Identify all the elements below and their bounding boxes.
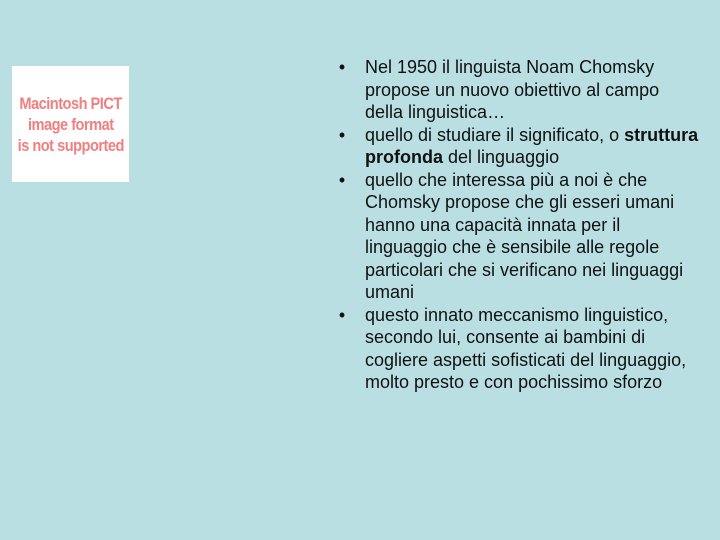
bullet-text: questo innato meccanismo linguistico, secondo lui, consente ai bambini di cogliere aspetti sofisticati del linguaggio, molto presto e con pochissimo sforzo [365, 304, 687, 392]
bullet-text-part: del linguaggio [443, 147, 560, 167]
bullet-item-4 [336, 304, 702, 394]
bullet-list [336, 56, 702, 394]
bullet-marker: • [338, 57, 346, 77]
bullet-marker: • [338, 169, 346, 190]
bullet-text [365, 125, 698, 168]
bullet-marker: • [338, 124, 346, 145]
bullet-text: Nel 1950 il linguista Noam Chomsky propose un nuovo obiettivo al campo della linguistica… [365, 57, 660, 122]
bullet-text-part: quello di studiare il significato, o [365, 124, 625, 145]
placeholder-line-2: image format [27, 114, 114, 134]
bullet-item-2 [336, 124, 702, 169]
bullet-marker: • [338, 304, 346, 325]
placeholder-line-1: Macintosh PICT [19, 93, 122, 113]
unsupported-image-placeholder [12, 66, 129, 182]
placeholder-line-3: is not supported [17, 135, 124, 155]
bullet-text-emphasis: struttura profonda [365, 124, 699, 167]
bullet-item-1 [336, 56, 702, 124]
bullet-item-3 [336, 169, 702, 304]
bullet-text: quello che interessa più a noi è che Chomsky propose che gli esseri umani hanno una capacità innata per il linguaggio che è sensibile alle regole particolari che si verificano nei linguaggi umani [365, 169, 684, 302]
